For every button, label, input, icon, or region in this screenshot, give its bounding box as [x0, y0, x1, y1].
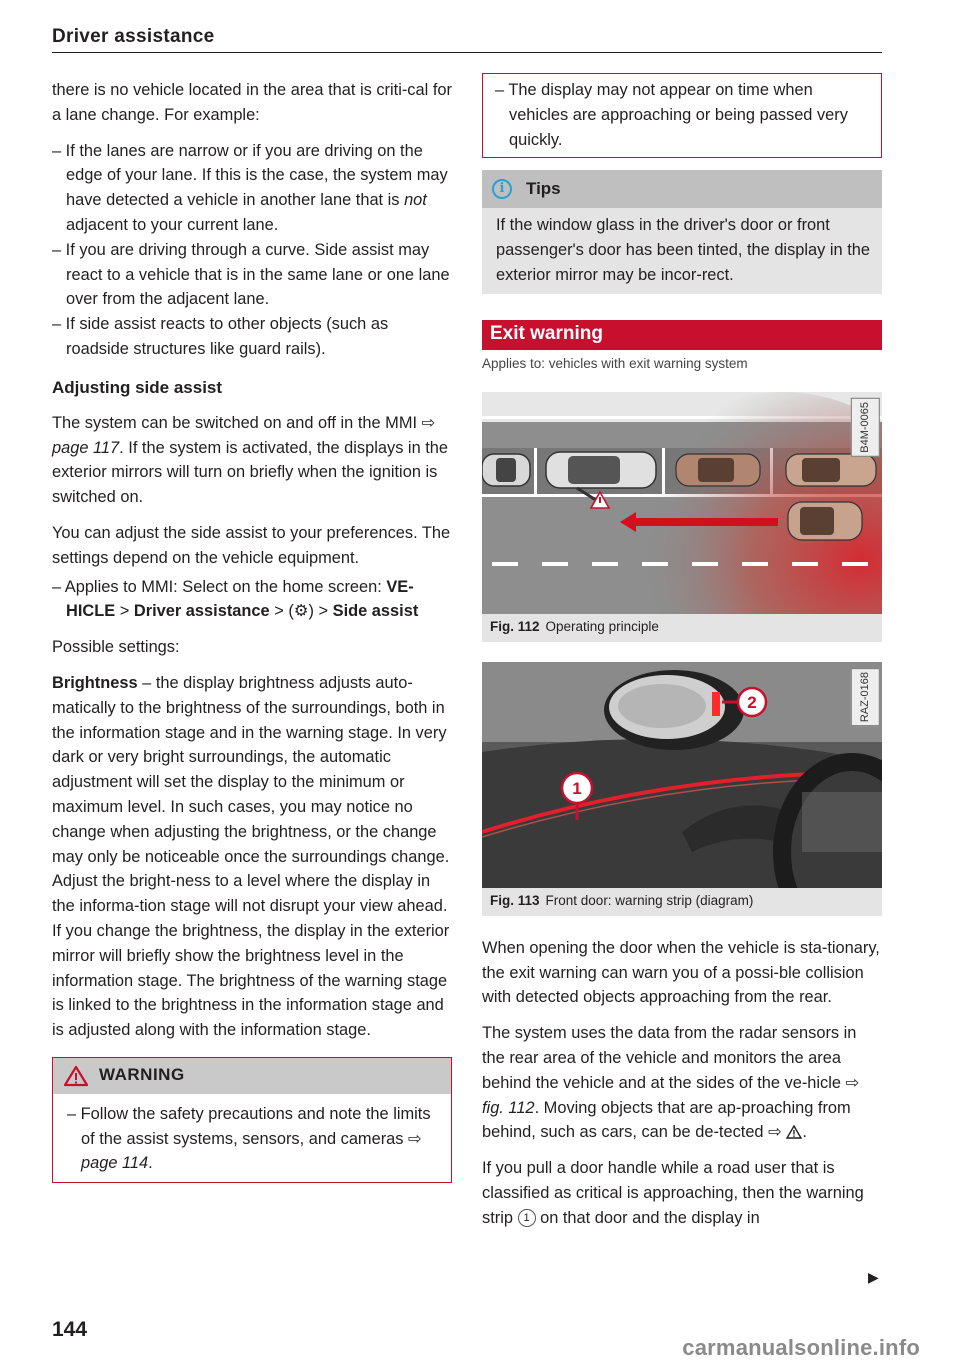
watermark: carmanualsonline.info — [682, 1335, 920, 1360]
next-page-arrow[interactable]: ▶ — [868, 1269, 879, 1285]
exit-paragraph-1: When opening the door when the vehicle is sta-tionary, the exit warning can warn you of a possi-ble collision with detected objects approaching from the rear. — [482, 938, 880, 1007]
warning-continuation-box — [482, 73, 882, 158]
header-rule — [52, 52, 882, 53]
left-column — [52, 78, 452, 1183]
brightness-paragraph: Brightness – the display brightness adjusts auto-matically to the brightness of the surroundings, both in the information stage and in the warning stage. In very dark or very bright surroundings, the automatic adjustment will set the display to the minimum or maximum level. In such cases, you may notice no change when adjusting the brightness, or the change may only be noticeable once the surroundings change. Adjust the bright-ness to a level where the display in the informa-tion stage will not disrupt your view ahead. If you change the brightness, the display in the exterior mirror will briefly show the brightness level in the information stage. The brightness of the warning stage is linked to the brightness in the information stage and is adjusted along with the information stage. — [52, 673, 450, 1040]
tips-header — [482, 170, 882, 208]
callout-2-label: 2 — [747, 692, 757, 712]
operating-principle-diagram — [482, 392, 882, 614]
section-title: Exit warning — [482, 320, 882, 350]
page-114-link[interactable]: ⇨ page 114 — [81, 1129, 422, 1173]
figure-113-code: RAZ-0168 — [851, 668, 880, 726]
callout-1-label: 1 — [572, 778, 582, 798]
page-number: 144 — [52, 1318, 88, 1341]
mmi-instruction: – Applies to MMI: Select on the home screen: VE-HICLE > Driver assistance > (⚙) > Side assist — [52, 577, 419, 621]
page-117-link[interactable]: ⇨ page 117 — [52, 413, 436, 457]
warning-text: – Follow the safety precautions and note the limits of the assist systems, sensors, and cameras ⇨ page 114. — [67, 1104, 431, 1173]
approaching-car — [788, 502, 862, 540]
figure-113-caption: Fig. 113 Front door: warning strip (diagram) — [482, 888, 882, 916]
info-icon: i — [492, 179, 512, 199]
settings-icon: ⚙ — [293, 602, 309, 621]
warning-continuation-text: – The display may not appear on time when vehicles are approaching or being passed very quickly. — [495, 81, 848, 149]
applies-to: Applies to: vehicles with exit warning system — [482, 355, 748, 371]
exit-paragraph-2: The system uses the data from the radar sensors in the rear area of the vehicle and monitors the area behind the vehicle and at the sides of the ve-hicle ⇨ fig. 112. Moving objects that are ap-proaching from behind, such as cars, can be de-tected ⇨ . — [482, 1024, 860, 1142]
bullet-2: – If you are driving through a curve. Side assist may react to a vehicle that is in the same lane or one lane over from the adjacent lane. — [52, 240, 450, 309]
tips-text: If the window glass in the driver's door or front passenger's door has been tinted, the display in the exterior mirror may be incor-rect. — [496, 216, 870, 284]
bullet-3: – If side assist reacts to other objects (such as roadside structures like guard rails). — [52, 315, 389, 358]
figure-112 — [482, 392, 882, 642]
bullet-1: – If the lanes are narrow or if you are driving on the edge of your lane. If this is the case, the system may have detected a vehicle in another lane that is not adjacent to your current lane. — [52, 141, 448, 234]
fig-112-link[interactable]: ⇨ fig. 112 — [482, 1073, 860, 1117]
intro-text: there is no vehicle located in the area that is criti-cal for a lane change. For example: — [52, 81, 452, 124]
warning-box — [52, 1057, 452, 1183]
tips-box — [482, 170, 882, 293]
warning-triangle-icon — [63, 1065, 89, 1087]
tips-title: Tips — [526, 178, 561, 198]
figure-112-caption: Fig. 112 Operating principle — [482, 614, 882, 642]
adjusting-paragraph-1: The system can be switched on and off in the MMI ⇨ page 117. If the system is activated, the displays in the exterior mirrors will turn on briefly when the ignition is switched on. — [52, 413, 449, 507]
header-title: Driver assistance — [52, 26, 215, 47]
adjusting-paragraph-2: You can adjust the side assist to your preferences. The settings depend on the vehicle equipment. — [52, 523, 451, 567]
parked-car-left — [482, 454, 530, 486]
door-warning-strip-diagram — [482, 662, 882, 888]
warning-title: WARNING — [99, 1065, 185, 1085]
parked-car-middle — [676, 454, 760, 486]
warning-header — [53, 1058, 451, 1094]
parked-car-right — [786, 454, 876, 486]
callout-1-inline: 1 — [518, 1209, 536, 1227]
possible-settings: Possible settings: — [52, 638, 180, 657]
door-illustration — [482, 662, 882, 888]
figure-113 — [482, 662, 882, 916]
figure-112-code: B4M-0065 — [851, 398, 880, 457]
right-column — [482, 78, 882, 1231]
road-illustration — [482, 392, 882, 614]
warning-ref-icon[interactable] — [786, 1125, 802, 1139]
exit-paragraph-3: If you pull a door handle while a road user that is classified as critical is approaching, then the warning strip 1 on that door and the display in — [482, 1159, 864, 1227]
adjusting-heading: Adjusting side assist — [52, 377, 223, 397]
